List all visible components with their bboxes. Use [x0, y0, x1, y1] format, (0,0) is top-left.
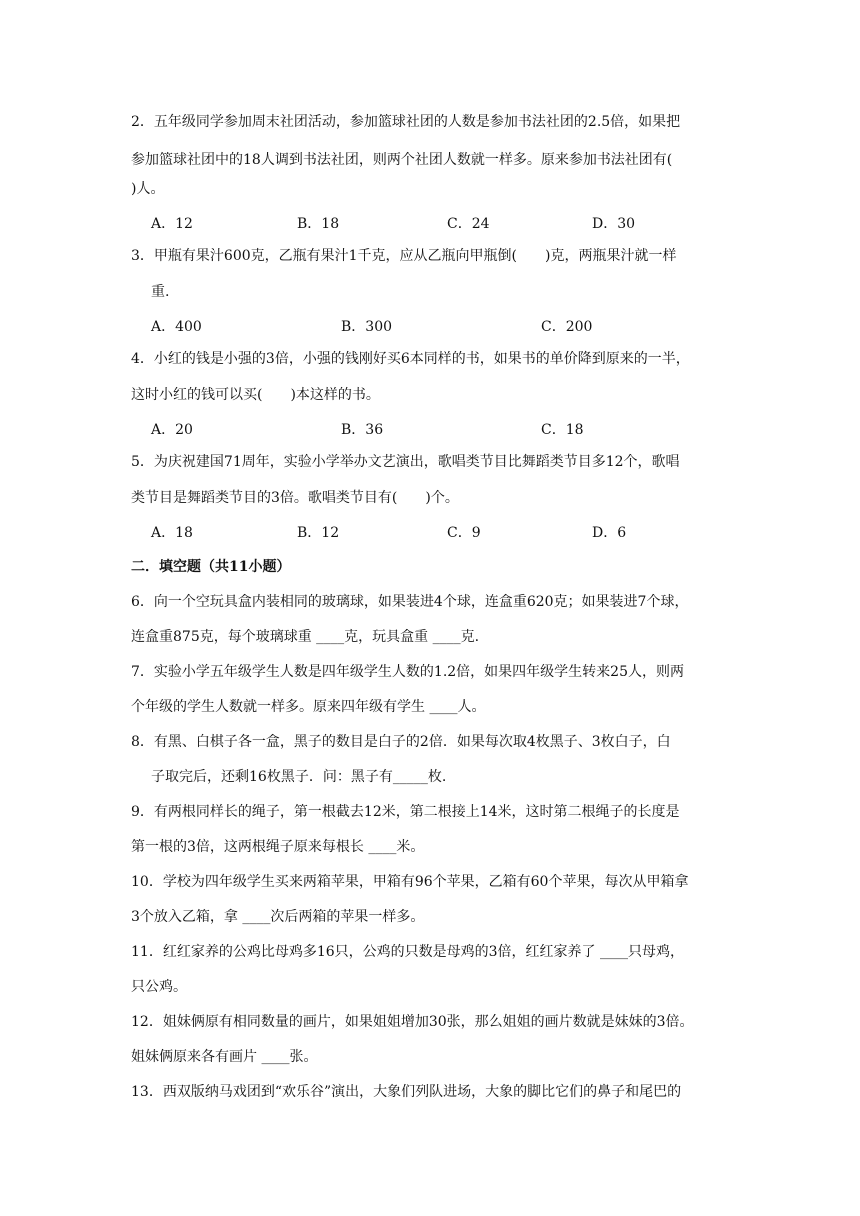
question-5-line-2: 类节目是舞蹈类节目的3倍。歌唱类节目有( )个。 [131, 490, 459, 506]
option-a[interactable]: A．18 [151, 525, 193, 541]
option-c[interactable]: C．9 [447, 525, 481, 541]
question-7-line-1: 7．实验小学五年级学生人数是四年级学生人数的1.2倍，如果四年级学生转来25人，则两 [131, 664, 684, 680]
question-2-line-3: )人。 [131, 181, 165, 197]
section-heading-fill-in: 二．填空题（共11小题） [131, 559, 291, 575]
question-3-line-2: 重. [151, 284, 170, 300]
option-a[interactable]: A．12 [151, 216, 193, 232]
question-13-line-1: 13．西双版纳马戏团到“欢乐谷”演出，大象们列队进场，大象的脚比它们的鼻子和尾巴的 [131, 1084, 682, 1100]
question-10-line-1: 10．学校为四年级学生买来两箱苹果，甲箱有96个苹果，乙箱有60个苹果，每次从甲箱拿 [131, 874, 689, 890]
question-6-line-2: 连盒重875克，每个玻璃球重 ____克，玩具盒重 ____克. [131, 629, 480, 645]
option-d[interactable]: D．6 [592, 525, 627, 541]
question-2-line-2: 参加篮球社团中的18人调到书法社团，则两个社团人数就一样多。原来参加书法社团有( [131, 152, 673, 168]
option-c[interactable]: C．200 [541, 319, 593, 335]
question-5-line-1: 5．为庆祝建国71周年，实验小学举办文艺演出，歌唱类节目比舞蹈类节目多12个，歌唱 [131, 454, 680, 470]
option-c[interactable]: C．24 [447, 216, 490, 232]
question-11-line-2: 只公鸡。 [131, 979, 187, 995]
question-12-line-1: 12．姐妹俩原有相同数量的画片，如果姐姐增加30张，那么姐姐的画片数就是妹妹的3倍。 [131, 1014, 694, 1030]
option-c[interactable]: C．18 [541, 422, 584, 438]
option-b[interactable]: B．300 [341, 319, 393, 335]
question-9-line-1: 9．有两根同样长的绳子，第一根截去12米，第二根接上14米，这时第二根绳子的长度是 [131, 804, 680, 820]
option-b[interactable]: B．36 [341, 422, 384, 438]
question-9-line-2: 第一根的3倍，这两根绳子原来每根长 ____米。 [131, 839, 425, 855]
question-7-line-2: 个年级的学生人数就一样多。原来四年级有学生 ____人。 [131, 699, 486, 715]
option-b[interactable]: B．18 [297, 216, 340, 232]
question-2-line-1: 2．五年级同学参加周末社团活动，参加篮球社团的人数是参加书法社团的2.5倍，如果把 [131, 114, 681, 130]
question-10-line-2: 3个放入乙箱，拿 ____次后两箱的苹果一样多。 [131, 909, 425, 925]
option-b[interactable]: B．12 [297, 525, 340, 541]
question-6-line-1: 6．向一个空玩具盒内装相同的玻璃球，如果装进4个球，连盒重620克；如果装进7个球， [131, 594, 689, 610]
question-8-line-1: 8．有黑、白棋子各一盒，黑子的数目是白子的2倍．如果每次取4枚黑子、3枚白子，白 [131, 734, 671, 750]
option-a[interactable]: A．20 [151, 422, 193, 438]
question-4-line-2: 这时小红的钱可以买( )本这样的书。 [131, 387, 380, 403]
option-d[interactable]: D．30 [592, 216, 636, 232]
option-a[interactable]: A．400 [151, 319, 202, 335]
question-3-line-1: 3．甲瓶有果汁600克，乙瓶有果汁1千克，应从乙瓶向甲瓶倒( )克，两瓶果汁就一样 [131, 248, 677, 264]
question-11-line-1: 11．红红家养的公鸡比母鸡多16只，公鸡的只数是母鸡的3倍，红红家养了 ____只母鸡， [131, 944, 684, 960]
question-8-line-2: 子取完后，还剩16枚黑子．问：黑子有_____枚. [151, 769, 447, 785]
question-12-line-2: 姐妹俩原来各有画片 ____张。 [131, 1049, 318, 1065]
question-4-line-1: 4．小红的钱是小强的3倍，小强的钱刚好买6本同样的书，如果书的单价降到原来的一半， [131, 351, 690, 367]
